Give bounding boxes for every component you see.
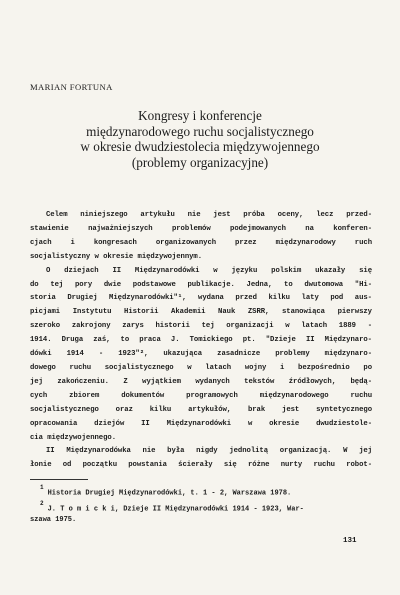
- title-line: Kongresy i konferencje: [138, 108, 262, 123]
- footnote-text: Historia Drugiej Międzynarodówki, t. 1 - 2, Warszawa 1978.: [47, 489, 292, 498]
- footnote: [30, 500, 372, 527]
- title-line: (problemy organizacyjne): [131, 154, 269, 170]
- body-line: cia międzywojennego.: [30, 433, 117, 442]
- body-line: do tej pory dwie podstawowe publikacje. Jedna, to dwutomowa "Hi-: [30, 280, 372, 289]
- footnote-number: 2: [40, 499, 44, 507]
- body-line: O dziejach II Międzynarodówki w języku polskim ukazały się: [46, 266, 372, 275]
- title-line: w okresie dwudziestolecia międzywojennego: [80, 139, 320, 155]
- body-line: stawienie najważniejszych problemów podejmowanych na konferen-: [30, 224, 372, 233]
- footnote-separator: [30, 479, 88, 480]
- footnotes: [30, 484, 372, 526]
- author-name: MARIAN FORTUNA: [30, 82, 113, 92]
- body-line: dowego ruchu socjalistycznego w latach wojny i bezpośrednio po: [30, 363, 372, 372]
- footnote-text-continued: szawa 1975.: [30, 516, 77, 525]
- body-line: socjalistyczny w okresie międzywojennym.: [30, 252, 203, 261]
- body-line: Celem niniejszego artykułu nie jest próba oceny, lecz przed-: [46, 211, 372, 219]
- title-line: międzynarodowego ruchu socjalistycznego: [86, 123, 314, 139]
- article-body: [30, 209, 372, 473]
- body-line: storia Drugiej Międzynarodówki"¹, wydana przed kilku laty pod aus-: [30, 294, 372, 303]
- body-line: II Międzynarodówka nie była nigdy jednolitą organizacją. W jej: [46, 447, 372, 456]
- body-line: picjami Instytutu Historii Akademii Nauk ZSRR, stanowiąca pierwszy: [30, 308, 372, 317]
- body-line: 1914. Druga zaś, to praca J. Tomickiego pt. "Dzieje II Międzynaro-: [30, 336, 372, 345]
- body-line: jej zakończeniu. Z wyjątkiem wydanych tekstów źródłowych, będą-: [30, 377, 372, 386]
- body-line: szeroko zakrojony zarys historii tej organizacji w latach 1889 -: [30, 322, 372, 331]
- body-line: cjach i kongresach organizowanych przez międzynarodowy ruch: [30, 238, 372, 247]
- body-line: dówki 1914 - 1923"², ukazująca zasadnicze problemy międzynaro-: [30, 350, 372, 359]
- body-line: socjalistycznego oraz kilku artykułów, brak jest syntetycznego: [30, 405, 372, 414]
- footnote-text: J. T o m i c k i, Dzieje II Międzynarodówki 1914 - 1923, War-: [47, 504, 304, 513]
- article-title: [40, 108, 360, 170]
- body-line: cych zbiorem dokumentów programowych międzynarodowego ruchu: [30, 391, 372, 400]
- footnote-number: 1: [40, 484, 44, 491]
- footnote: [30, 484, 372, 500]
- body-line: opracowania dziejów II Międzynarodówki w okresie dwudziestole-: [30, 419, 372, 428]
- body-line: łonie od początku powstania ścierały się różne nurty ruchu robot-: [30, 461, 372, 470]
- page-number: 131: [343, 537, 357, 545]
